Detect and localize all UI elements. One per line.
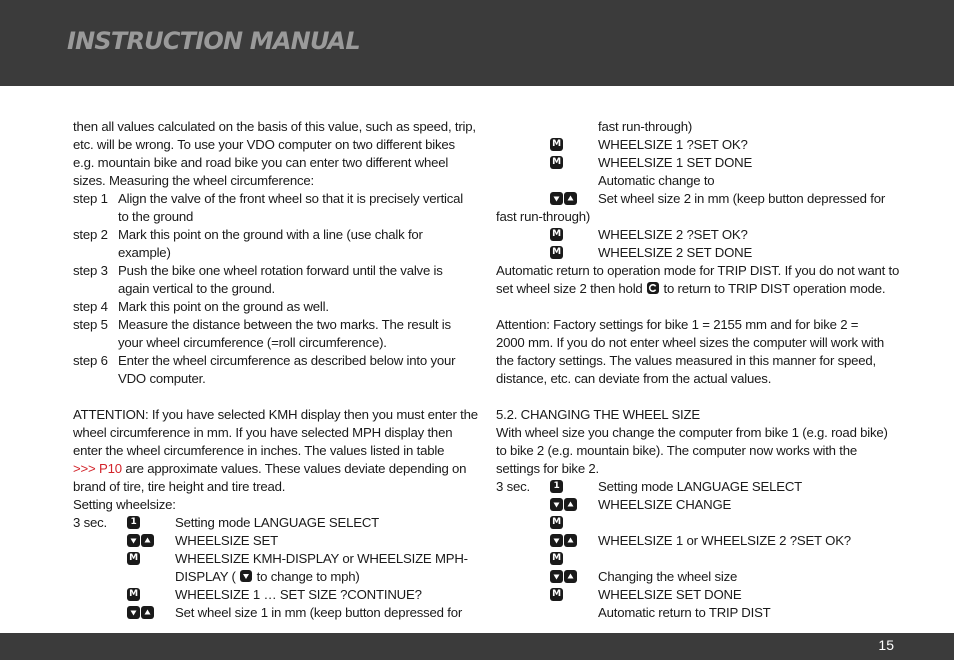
down-arrow-button-icon — [550, 534, 563, 547]
command-text: WHEELSIZE SET DONE — [598, 587, 742, 602]
mode-button-icon: M — [550, 552, 563, 565]
command-text: WHEELSIZE 1 ?SET OK? — [598, 137, 748, 152]
key-group — [550, 588, 563, 601]
button-1-icon: 1 — [550, 480, 563, 493]
page-number: 15 — [878, 637, 894, 653]
command-text: WHEELSIZE 2 ?SET OK? — [598, 227, 748, 242]
key-group — [550, 246, 563, 259]
command-row — [496, 586, 896, 604]
factory-settings-line: 2000 mm. If you do not enter wheel sizes the computer will work with — [496, 335, 885, 350]
command-row — [496, 154, 896, 172]
step-row — [73, 226, 473, 244]
step-text: again vertical to the ground. — [118, 281, 275, 296]
command-text: Setting mode LANGUAGE SELECT — [598, 479, 803, 494]
down-arrow-button-icon — [550, 498, 563, 511]
clear-button-icon — [647, 282, 659, 294]
command-row — [496, 172, 896, 190]
mode-button-icon: M — [550, 246, 563, 259]
mode-button-icon: M — [550, 588, 563, 601]
hold-duration: 3 sec. — [73, 515, 107, 530]
auto-return-pre: set wheel size 2 then hold — [496, 281, 647, 296]
command-text: WHEELSIZE 1 or WHEELSIZE 2 ?SET OK? — [598, 533, 851, 548]
command-row — [73, 532, 473, 550]
key-group — [550, 228, 563, 241]
command-text: Set wheel size 1 in mm (keep button depressed for — [175, 605, 463, 620]
step-label: step 3 — [73, 263, 108, 278]
right-column — [496, 118, 900, 622]
footer-bar — [0, 633, 954, 660]
command-row — [73, 586, 473, 604]
command-text: WHEELSIZE 1 SET DONE — [598, 155, 753, 170]
factory-settings-line: Attention: Factory settings for bike 1 = 2155 mm and for bike 2 = — [496, 317, 859, 332]
step-text: example) — [118, 245, 171, 260]
step-text: your wheel circumference (=roll circumference). — [118, 335, 387, 350]
command-row — [73, 514, 473, 532]
command-row — [496, 118, 896, 136]
command-text: WHEELSIZE 2 SET DONE — [598, 245, 753, 260]
step-text: Enter the wheel circumference as described below into your — [118, 353, 456, 368]
command-row — [496, 190, 896, 208]
step-label: step 6 — [73, 353, 108, 368]
attention-ref-line — [73, 460, 473, 478]
step-row — [73, 244, 473, 262]
step-text: Mark this point on the ground with a line (use chalk for — [118, 227, 423, 242]
key-group — [127, 516, 140, 529]
command-text: WHEELSIZE 1 … SET SIZE ?CONTINUE? — [175, 587, 422, 602]
step-text: Measure the distance between the two marks. The result is — [118, 317, 451, 332]
command-row — [496, 478, 896, 496]
step-text: Push the bike one wheel rotation forward until the valve is — [118, 263, 443, 278]
up-arrow-button-icon — [141, 606, 154, 619]
down-arrow-button-icon — [550, 192, 563, 205]
step-row — [73, 190, 473, 208]
down-arrow-button-icon — [550, 570, 563, 583]
attention-line: brand of tire, tire height and tire tread. — [73, 479, 286, 494]
mode-button-icon: M — [550, 138, 563, 151]
key-group — [127, 534, 154, 547]
key-group — [127, 606, 154, 619]
command-text-continued: fast run-through) — [598, 119, 693, 134]
intro-line: etc. will be wrong. To use your VDO computer on two different bikes — [73, 137, 455, 152]
section-heading: 5.2. CHANGING THE WHEEL SIZE — [496, 407, 700, 422]
down-arrow-button-icon — [127, 606, 140, 619]
attention-line: enter the wheel circumference in inches. The values listed in table — [73, 443, 445, 458]
step-row — [73, 352, 473, 370]
step-row — [73, 280, 473, 298]
down-arrow-button-icon — [240, 570, 252, 582]
up-arrow-button-icon — [564, 498, 577, 511]
command-text-pre: DISPLAY ( — [175, 569, 236, 584]
auto-return-line — [496, 280, 896, 298]
auto-return-line: Automatic return to operation mode for TRIP DIST. If you do not want to — [496, 263, 900, 278]
key-group — [550, 192, 577, 205]
step-text: VDO computer. — [118, 371, 206, 386]
attention-line: wheel circumference in mm. If you have selected MPH display then — [73, 425, 453, 440]
up-arrow-button-icon — [564, 570, 577, 583]
step-text: Mark this point on the ground as well. — [118, 299, 329, 314]
up-arrow-button-icon — [564, 534, 577, 547]
section-body-line: to bike 2 (e.g. mountain bike). The computer now works with the — [496, 443, 857, 458]
intro-line: e.g. mountain bike and road bike you can enter two different wheel — [73, 155, 449, 170]
command-row — [496, 244, 896, 262]
page-header-title: INSTRUCTION MANUAL — [67, 27, 360, 55]
setting-wheelsize-heading: Setting wheelsize: — [73, 497, 176, 512]
command-text-continued: fast run-through) — [496, 209, 591, 224]
mode-button-icon: M — [127, 588, 140, 601]
command-row — [496, 568, 896, 586]
step-label: step 4 — [73, 299, 108, 314]
command-row — [496, 136, 896, 154]
step-text: to the ground — [118, 209, 194, 224]
down-arrow-button-icon — [127, 534, 140, 547]
key-group — [550, 156, 563, 169]
factory-settings-line: distance, etc. can deviate from the actual values. — [496, 371, 772, 386]
mode-button-icon: M — [550, 156, 563, 169]
command-text: Automatic change to — [598, 173, 715, 188]
key-group — [550, 516, 563, 529]
auto-return-post: to return to TRIP DIST operation mode. — [660, 281, 886, 296]
key-group — [127, 588, 140, 601]
step-row — [73, 262, 473, 280]
left-column — [73, 118, 478, 622]
step-row — [73, 316, 473, 334]
page-ref-arrows: >>> — [73, 461, 96, 476]
command-text: WHEELSIZE SET — [175, 533, 278, 548]
attention-ref-tail: are approximate values. These values deviate depending on — [121, 461, 467, 476]
step-row — [73, 334, 473, 352]
key-group — [550, 138, 563, 151]
attention-line: ATTENTION: If you have selected KMH display then you must enter the — [73, 407, 478, 422]
mode-button-icon: M — [127, 552, 140, 565]
command-row — [496, 226, 896, 244]
mode-button-icon: M — [550, 228, 563, 241]
command-row — [496, 550, 896, 568]
up-arrow-button-icon — [141, 534, 154, 547]
command-text: WHEELSIZE CHANGE — [598, 497, 732, 512]
factory-settings-line: the factory settings. The values measured in this manner for speed, — [496, 353, 876, 368]
command-row — [73, 604, 473, 622]
step-label: step 5 — [73, 317, 108, 332]
section-body-line: With wheel size you change the computer from bike 1 (e.g. road bike) — [496, 425, 888, 440]
up-arrow-button-icon — [564, 192, 577, 205]
command-row — [496, 514, 896, 532]
key-group — [550, 498, 577, 511]
command-text: Set wheel size 2 in mm (keep button depressed for — [598, 191, 886, 206]
step-row — [73, 208, 473, 226]
command-text: WHEELSIZE KMH-DISPLAY or WHEELSIZE MPH- — [175, 551, 468, 566]
spacer — [496, 298, 896, 316]
step-label: step 1 — [73, 191, 108, 206]
step-row — [73, 298, 473, 316]
step-label: step 2 — [73, 227, 108, 242]
command-text-continued — [175, 568, 360, 586]
command-row — [496, 604, 896, 622]
command-text-post: to change to mph) — [253, 569, 360, 584]
command-row — [73, 568, 473, 586]
intro-line: sizes. Measuring the wheel circumference: — [73, 173, 315, 188]
section-body-line: settings for bike 2. — [496, 461, 600, 476]
header-bar — [0, 0, 954, 86]
page-ref-link[interactable]: P10 — [98, 461, 122, 476]
step-row — [73, 370, 473, 388]
command-row — [496, 532, 896, 550]
command-text: Automatic return to TRIP DIST — [598, 605, 771, 620]
spacer — [496, 388, 896, 406]
command-text: Changing the wheel size — [598, 569, 738, 584]
command-text: Setting mode LANGUAGE SELECT — [175, 515, 380, 530]
key-group — [127, 552, 140, 565]
command-row — [496, 496, 896, 514]
spacer — [73, 388, 473, 406]
mode-button-icon: M — [550, 516, 563, 529]
step-text: Align the valve of the front wheel so that it is precisely vertical — [118, 191, 464, 206]
key-group — [550, 552, 563, 565]
intro-line: then all values calculated on the basis of this value, such as speed, trip, — [73, 119, 476, 134]
key-group — [550, 534, 577, 547]
button-1-icon: 1 — [127, 516, 140, 529]
command-row — [73, 550, 473, 568]
key-group — [550, 480, 563, 493]
hold-duration: 3 sec. — [496, 479, 530, 494]
key-group — [550, 570, 577, 583]
